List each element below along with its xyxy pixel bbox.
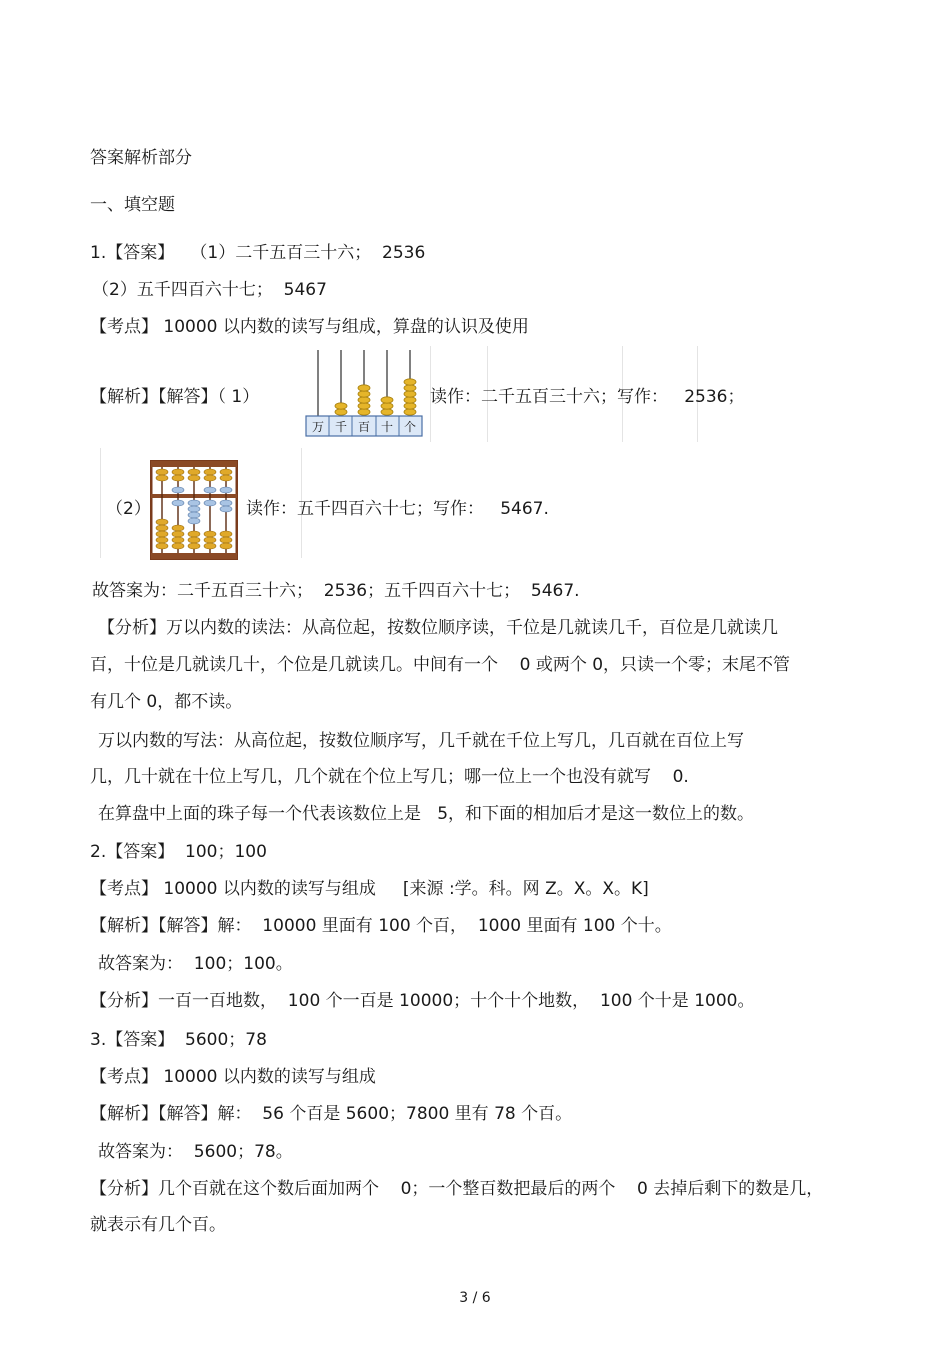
- q1-answer: 1.【答案】 （1）二千五百三十六； 2536: [90, 243, 426, 263]
- counting-frame-image: [304, 348, 426, 438]
- q3-conclusion: 故答案为： 5600；78。: [98, 1142, 293, 1162]
- section-title: 答案解析部分: [90, 148, 192, 168]
- abacus-label-qian: 千: [334, 420, 348, 434]
- q1-analysis-line4: 万以内数的写法：从高位起，按数位顺序写，几千就在千位上写几，几百就在百位上写: [98, 731, 744, 751]
- abacus-label-shi: 十: [380, 420, 394, 434]
- q1-analysis-line3: 有几个 0，都不读。: [90, 692, 243, 712]
- q2-solution: 【解析】【解答】解： 10000 里面有 100 个百， 1000 里面有 100 个十。: [90, 916, 672, 936]
- q1-solution-prefix: 【解析】【解答】（ 1）: [90, 387, 260, 407]
- q3-solution: 【解析】【解答】解： 56 个百是 5600；7800 里有 78 个百。: [90, 1104, 573, 1124]
- q1-answer-part2: （2）五千四百六十七； 5467: [92, 280, 327, 300]
- q2-conclusion: 故答案为： 100；100。: [98, 954, 293, 974]
- q1-analysis-line1: 【分析】万以内数的读法：从高位起，按数位顺序读，千位是几就读几千，百位是几就读几: [98, 618, 778, 638]
- q3-analysis-line1: 【分析】几个百就在这个数后面加两个 0；一个整百数把最后的两个 0 去掉后剩下的数是几，: [90, 1179, 824, 1199]
- q1-analysis-line5: 几，几十就在十位上写几，几个就在个位上写几；哪一位上一个也没有就写 0.: [90, 767, 689, 787]
- abacus-label-bai: 百: [357, 420, 371, 434]
- q1-analysis-line6: 在算盘中上面的珠子每一个代表该数位上是 5，和下面的相加后才是这一数位上的数。: [98, 804, 755, 824]
- page-number: 3 / 6: [459, 1290, 491, 1306]
- q2-point: 【考点】 10000 以内数的读写与组成 [来源 :学。科。网 Z。X。X。K]: [90, 879, 649, 899]
- q2-analysis: 【分析】一百一百地数， 100 个一百是 10000；十个十个地数， 100 个十是 1000。: [90, 991, 755, 1011]
- q1-solution-prefix2: （2）: [106, 499, 151, 519]
- q1-solution-part1: 读作：二千五百三十六；写作： 2536；: [430, 387, 745, 407]
- q1-analysis-line2: 百，十位是几就读几十，个位是几就读几。中间有一个 0 或两个 0，只读一个零；末尾不管: [90, 655, 791, 675]
- abacus-label-ge: 个: [403, 420, 417, 434]
- q3-answer: 3.【答案】 5600；78: [90, 1030, 267, 1050]
- q1-conclusion: 故答案为：二千五百三十六； 2536；五千四百六十七； 5467.: [92, 581, 580, 601]
- q2-answer: 2.【答案】 100；100: [90, 842, 267, 862]
- suanpan-image: [150, 460, 238, 560]
- q3-analysis-line2: 就表示有几个百。: [90, 1215, 226, 1235]
- q1-solution-part2: 读作：五千四百六十七；写作： 5467.: [246, 499, 549, 519]
- q1-point: 【考点】 10000 以内数的读写与组成，算盘的认识及使用: [90, 317, 529, 337]
- q3-point: 【考点】 10000 以内数的读写与组成: [90, 1067, 376, 1087]
- abacus-label-wan: 万: [311, 420, 325, 434]
- part-title: 一、填空题: [90, 195, 175, 215]
